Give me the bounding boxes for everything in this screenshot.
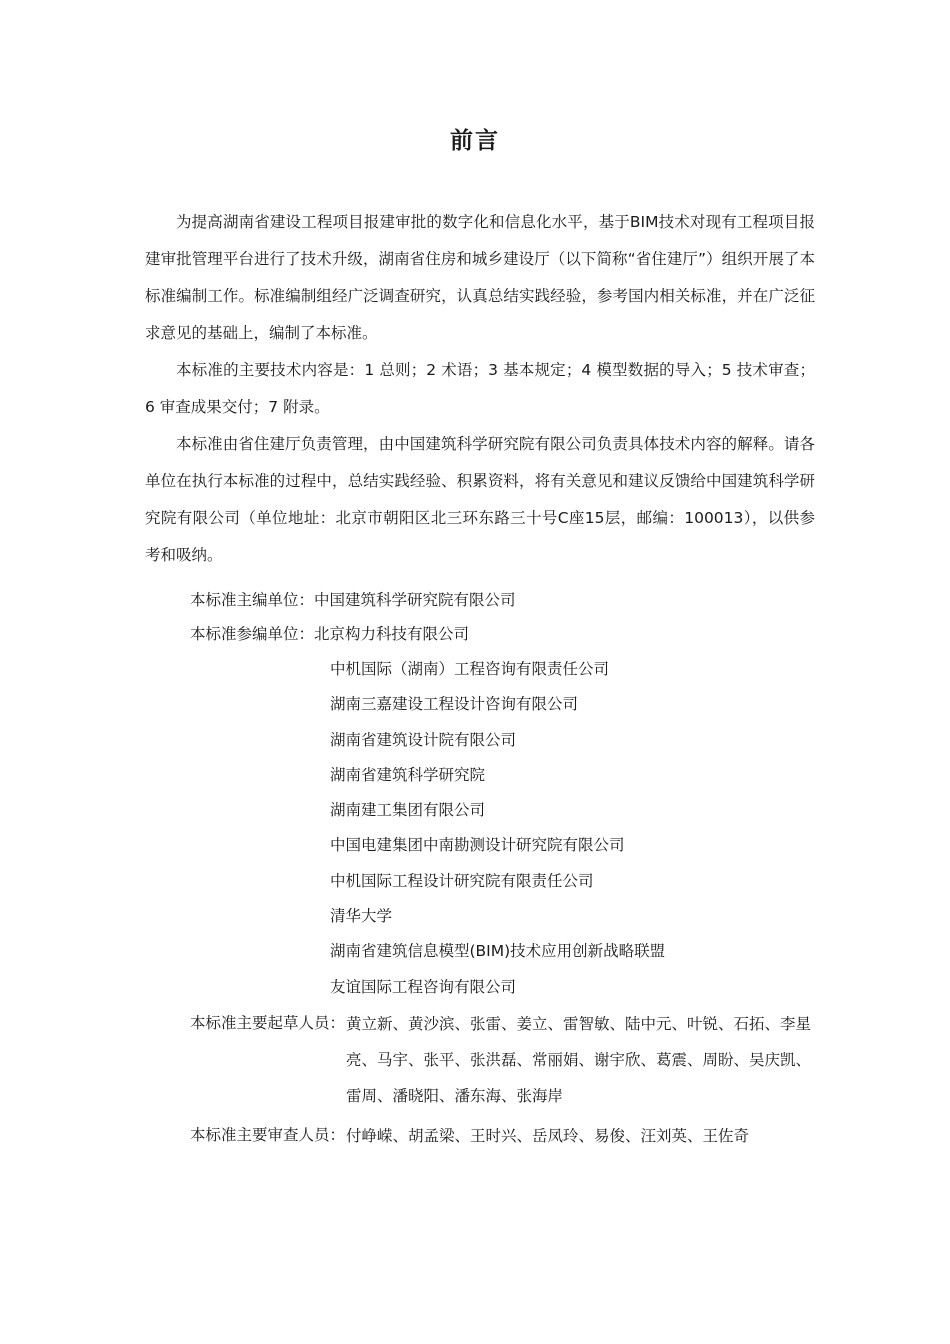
participant-item: 中国电建集团中南勘测设计研究院有限公司: [330, 836, 625, 855]
chief-editor-label: 本标准主编单位：: [190, 591, 315, 609]
participants-label: 本标准参编单位：: [190, 625, 315, 643]
page-title: 前言: [450, 128, 500, 154]
participant-item: 湖南省建筑科学研究院: [330, 765, 486, 784]
reviewers-label: 本标准主要审查人员：: [190, 1126, 346, 1144]
participant-item: 中机国际（湖南）工程咨询有限责任公司: [330, 660, 610, 678]
chief-editor-line: [190, 583, 516, 618]
drafters-names: 黄立新、黄沙滨、张雷、姜立、雷智敏、陆中元、叶锐、石拓、李星亮、马宇、张平、张洪磊、常丽娟、谢宇欣、葛震、周盼、吴庆凯、雷周、潘晓阳、潘东海、张海岸: [346, 1015, 812, 1105]
participants-line: [190, 617, 469, 652]
intro-paragraph: 为提高湖南省建设工程项目报建审批的数字化和信息化水平，基于BIM技术对现有工程项目报建审批管理平台进行了技术升级，湖南省住房和城乡建设厅（以下简称“省住建厅”）组织开展了本标准编制工作。标准编制组经广泛调查研究，认真总结实践经验，参考国内相关标准，并在广泛征求意见的基础上，编制了本标准。: [145, 213, 815, 342]
participant-item: 清华大学: [330, 907, 393, 926]
participant-item: 友谊国际工程咨询有限公司: [330, 977, 517, 996]
participant-item: 湖南建工集团有限公司: [330, 801, 486, 820]
chief-editor-value: 中国建筑科学研究院有限公司: [314, 591, 516, 609]
management-paragraph: 本标准由省住建厅负责管理，由中国建筑科学研究院有限公司负责具体技术内容的解释。请各单位在执行本标准的过程中，总结实践经验、积累资料，将有关意见和建议反馈给中国建筑科学研究院有限公司（单位地址：北京市朝阳区北三环东路三十号C座15层，邮编：100013），以供参考和吸纳。: [145, 435, 815, 564]
participant-item: 湖南省建筑信息模型(BIM)技术应用创新战略联盟: [330, 942, 666, 961]
participant-item: 湖南三嘉建设工程设计咨询有限公司: [330, 695, 579, 714]
contents-paragraph: 本标准的主要技术内容是：1 总则；2 术语；3 基本规定；4 模型数据的导入；5 技术审查；6 审查成果交付；7 附录。: [145, 361, 815, 416]
participant-first: 北京构力科技有限公司: [314, 625, 470, 643]
participant-item: 中机国际工程设计研究院有限责任公司: [330, 871, 594, 890]
participant-item: 湖南省建筑设计院有限公司: [330, 730, 517, 749]
participant-list: [330, 652, 665, 1005]
reviewers-names: 付峥嵘、胡孟梁、王时兴、岳凤玲、易俊、汪刘英、王佐奇: [346, 1127, 750, 1145]
drafters-label: 本标准主要起草人员：: [190, 1014, 346, 1032]
